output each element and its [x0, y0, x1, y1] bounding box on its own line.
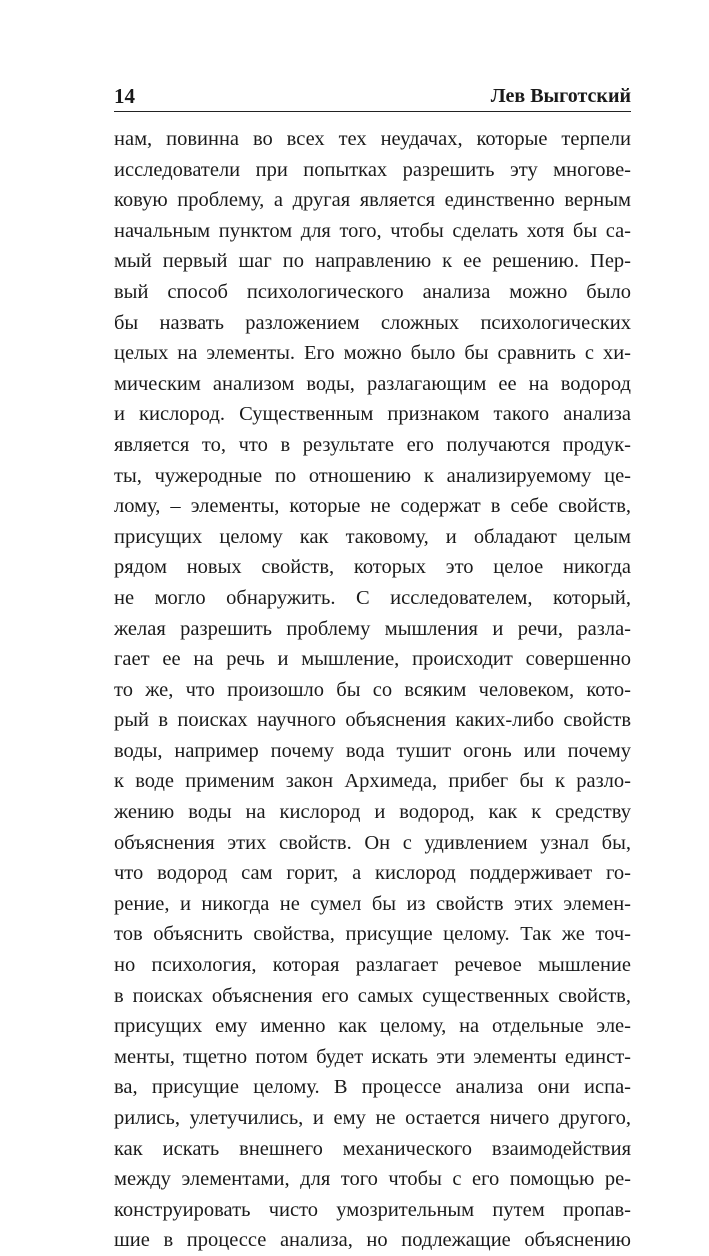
text-line: как искать внешнего механического взаимодействия: [114, 1137, 631, 1160]
text-line: вый способ психологического анализа можно было: [114, 280, 631, 303]
text-line: гает ее на речь и мышление, происходит совершенно: [114, 648, 631, 671]
text-line: рение, и никогда не сумел бы из свойств этих элемен-: [114, 892, 631, 915]
text-line: мическим анализом воды, разлагающим ее на водород: [114, 372, 631, 395]
page-number: 14: [114, 84, 135, 108]
text-line: но психология, которая разлагает речевое мышление: [114, 954, 631, 977]
text-line: к воде применим закон Архимеда, прибег бы к разло-: [114, 770, 631, 793]
header-rule: [114, 111, 631, 112]
page-header: [114, 84, 631, 108]
text-line: шие в процессе анализа, но подлежащие объяснению: [114, 1229, 631, 1252]
text-line: бы назвать разложением сложных психологических: [114, 311, 631, 334]
text-line: исследователи при попытках разрешить эту многове-: [114, 158, 631, 181]
text-line: нам, повинна во всех тех неудачах, которые терпели: [114, 128, 631, 150]
text-line: и кислород. Существенным признаком такого анализа: [114, 403, 631, 426]
text-line: не могло обнаружить. С исследователем, который,: [114, 586, 631, 609]
text-line: между элементами, для того чтобы с его помощью ре-: [114, 1168, 631, 1191]
text-line: ковую проблему, а другая является единственно верным: [114, 189, 631, 212]
text-line: тов объяснить свойства, присущие целому. Так же точ-: [114, 923, 631, 946]
text-line: воды, например почему вода тушит огонь или почему: [114, 739, 631, 762]
text-line: объяснения этих свойств. Он с удивлением узнал бы,: [114, 831, 631, 854]
text-line: ва, присущие целому. В процессе анализа они испа-: [114, 1076, 631, 1099]
text-line: присущих целому как таковому, и обладают целым: [114, 525, 631, 548]
text-line: конструировать чисто умозрительным путем пропав-: [114, 1198, 631, 1221]
text-line: лому, – элементы, которые не содержат в себе свойств,: [114, 495, 631, 518]
text-line: желая разрешить проблему мышления и речи, разла-: [114, 617, 631, 640]
text-line: что водород сам горит, а кислород поддерживает го-: [114, 862, 631, 885]
text-line: то же, что произошло бы со всяким человеком, кото-: [114, 678, 631, 701]
text-line: является то, что в результате его получаются продук-: [114, 433, 631, 456]
text-line: рядом новых свойств, которых это целое никогда: [114, 556, 631, 579]
running-title: Лев Выготский: [490, 85, 631, 107]
text-line: менты, тщетно потом будет искать эти элементы единст-: [114, 1045, 631, 1068]
text-line: рились, улетучились, и ему не остается ничего другого,: [114, 1107, 631, 1129]
text-line: в поисках объяснения его самых существенных свойств,: [114, 984, 631, 1007]
text-line: мый первый шаг по направлению к ее решению. Пер-: [114, 250, 631, 273]
text-line: жению воды на кислород и водород, как к средству: [114, 801, 631, 824]
text-line: рый в поисках научного объяснения каких-либо свойств: [114, 709, 631, 732]
text-line: начальным пунктом для того, чтобы сделать хотя бы са-: [114, 219, 631, 242]
text-line: целых на элементы. Его можно было бы сравнить с хи-: [114, 342, 631, 365]
text-line: ты, чужеродные по отношению к анализируемому це-: [114, 464, 631, 487]
body-text: [114, 124, 631, 1256]
text-line: присущих ему именно как целому, на отдельные эле-: [114, 1015, 631, 1038]
